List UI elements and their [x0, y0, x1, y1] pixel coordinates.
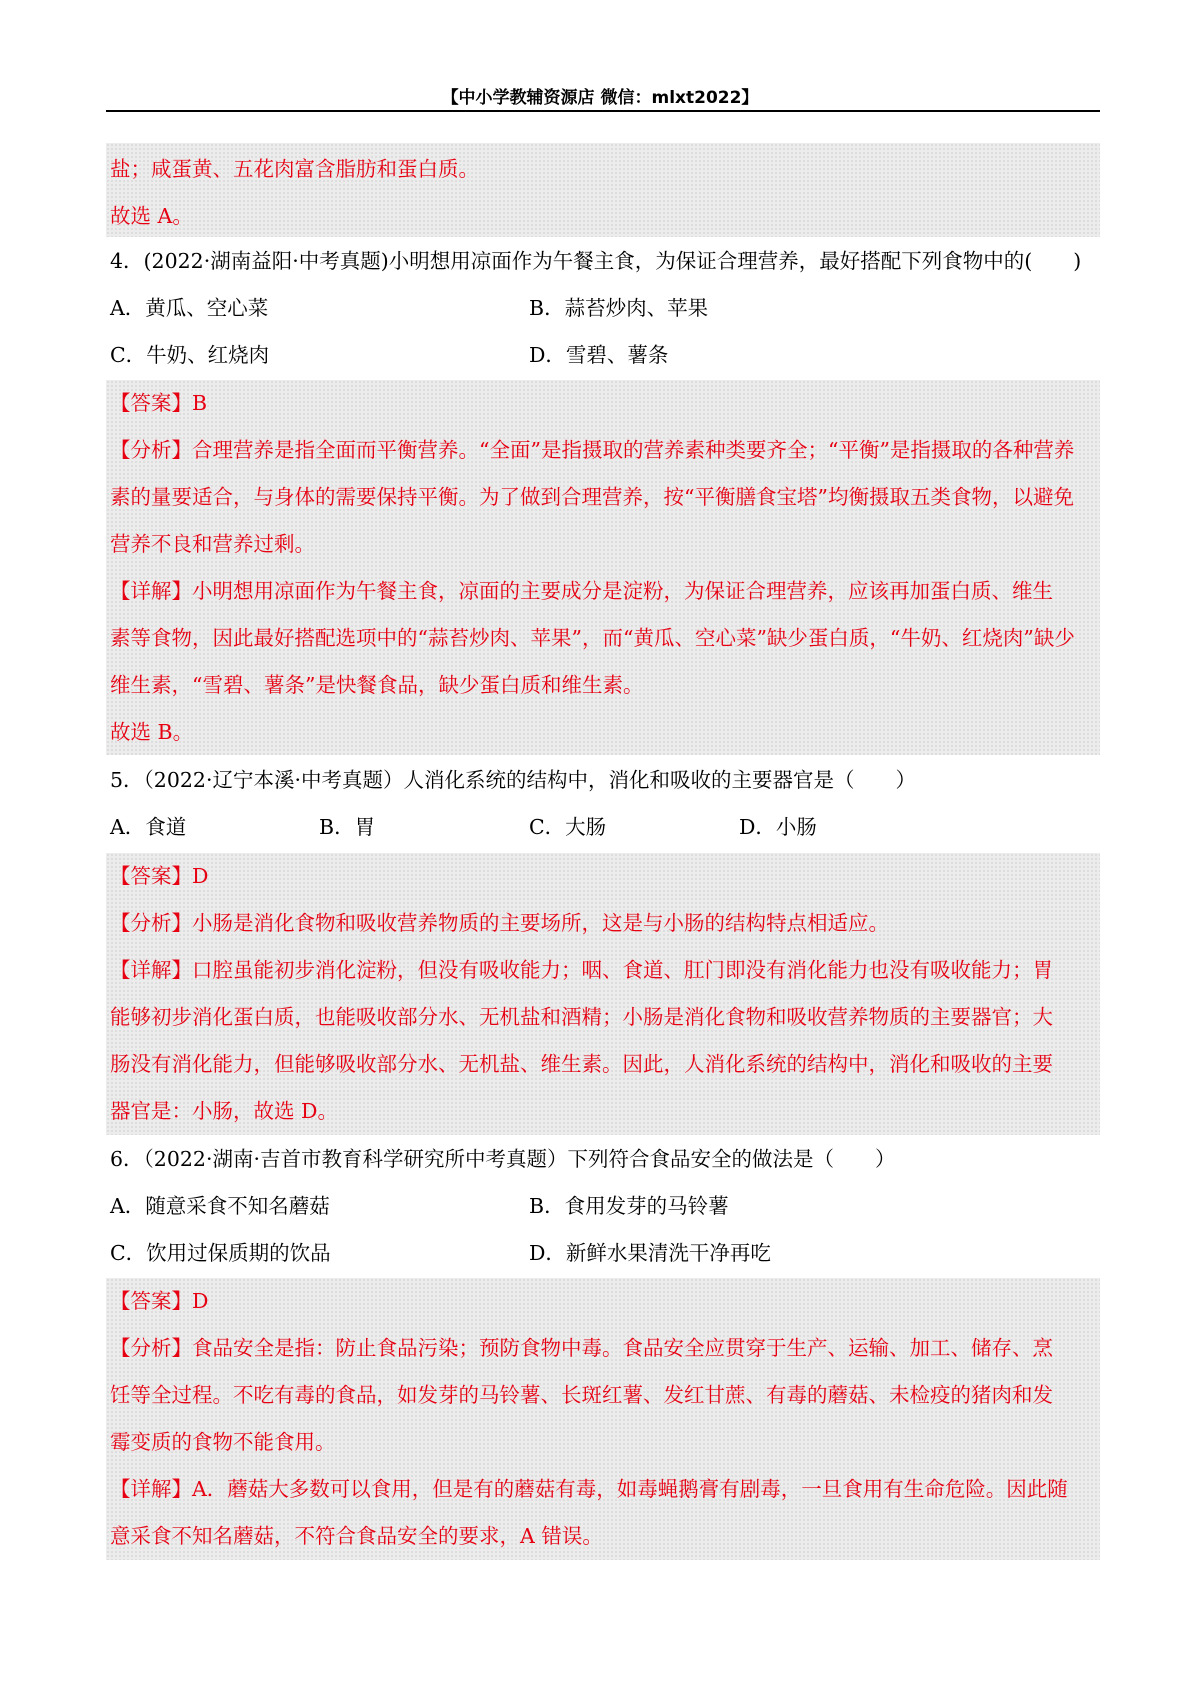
q4-analysis-line: 素的量要适合，与身体的需要保持平衡。为了做到合理营养，按“平衡膳食宝塔”均衡摄取五类食物，以避免 [110, 485, 1074, 509]
q5-detail-line: 肠没有消化能力，但能够吸收部分水、无机盐、维生素。因此，人消化系统的结构中，消化和吸收的主要 [110, 1052, 1053, 1076]
q4-answer: 【答案】B [110, 391, 208, 415]
q4-detail-line: 【详解】小明想用凉面作为午餐主食，凉面的主要成分是淀粉，为保证合理营养，应该再加蛋白质、维生 [110, 579, 1053, 603]
q4-option-a: A．黄瓜、空心菜 [110, 296, 269, 320]
explanation-line: 故选 A。 [110, 204, 193, 228]
question-5-stem: 5．（2022·辽宁本溪·中考真题）人消化系统的结构中，消化和吸收的主要器官是（ ） [110, 768, 916, 792]
q5-detail-line: 【详解】口腔虽能初步消化淀粉，但没有吸收能力；咽、食道、肛门即没有消化能力也没有吸收能力；胃 [110, 958, 1053, 982]
q6-analysis-line: 饪等全过程。不吃有毒的食品，如发芽的马铃薯、长斑红薯、发红甘蔗、有毒的蘑菇、未检疫的猪肉和发 [110, 1383, 1053, 1407]
q5-option-c: C．大肠 [529, 815, 607, 839]
q5-detail-line: 能够初步消化蛋白质，也能吸收部分水、无机盐和酒精；小肠是消化食物和吸收营养物质的主要器官；大 [110, 1005, 1053, 1029]
q6-analysis-line: 霉变质的食物不能食用。 [110, 1430, 336, 1454]
question-6-stem: 6．（2022·湖南·吉首市教育科学研究所中考真题）下列符合食品安全的做法是（ ） [110, 1147, 896, 1171]
q5-option-d: D．小肠 [739, 815, 817, 839]
q4-conclusion: 故选 B。 [110, 720, 194, 744]
q5-detail-line: 器官是：小肠，故选 D。 [110, 1099, 338, 1123]
q6-option-a: A．随意采食不知名蘑菇 [110, 1194, 330, 1218]
q6-option-c: C．饮用过保质期的饮品 [110, 1241, 331, 1265]
question-4-stem: 4．(2022·湖南益阳·中考真题)小明想用凉面作为午餐主食，为保证合理营养，最好搭配下列食物中的( ) [110, 249, 1082, 273]
q4-analysis-line: 【分析】合理营养是指全面而平衡营养。“全面”是指摄取的营养素种类要齐全；“平衡”是指摄取的各种营养 [110, 438, 1075, 462]
q4-option-c: C．牛奶、红烧肉 [110, 343, 270, 367]
q4-analysis-line: 营养不良和营养过剩。 [110, 532, 315, 556]
q4-option-b: B．蒜苔炒肉、苹果 [529, 296, 709, 320]
q6-option-b: B．食用发芽的马铃薯 [529, 1194, 729, 1218]
q4-detail-line: 维生素，“雪碧、薯条”是快餐食品，缺少蛋白质和维生素。 [110, 673, 644, 697]
q6-option-d: D．新鲜水果清洗干净再吃 [529, 1241, 771, 1265]
q4-detail-line: 素等食物，因此最好搭配选项中的“蒜苔炒肉、苹果”，而“黄瓜、空心菜”缺少蛋白质，“牛奶、红烧肉”缺少 [110, 626, 1075, 650]
header-rule [106, 110, 1100, 112]
q4-option-d: D．雪碧、薯条 [529, 343, 669, 367]
q6-detail-line: 意采食不知名蘑菇，不符合食品安全的要求，A 错误。 [110, 1524, 603, 1548]
q5-option-b: B．胃 [319, 815, 376, 839]
q5-option-a: A．食道 [110, 815, 187, 839]
q5-analysis-line: 【分析】小肠是消化食物和吸收营养物质的主要场所，这是与小肠的结构特点相适应。 [110, 911, 889, 935]
q6-analysis-line: 【分析】食品安全是指：防止食品污染；预防食物中毒。食品安全应贯穿于生产、运输、加工、储存、烹 [110, 1336, 1053, 1360]
explanation-line: 盐；咸蛋黄、五花肉富含脂肪和蛋白质。 [110, 157, 479, 181]
page-header: 【中小学教辅资源店 微信：mlxt2022】 [441, 88, 759, 108]
q6-detail-line: 【详解】A．蘑菇大多数可以食用，但是有的蘑菇有毒，如毒蝇鹅膏有剧毒，一旦食用有生命危险。因此随 [110, 1477, 1068, 1501]
q6-answer: 【答案】D [110, 1289, 209, 1313]
q5-answer: 【答案】D [110, 864, 209, 888]
